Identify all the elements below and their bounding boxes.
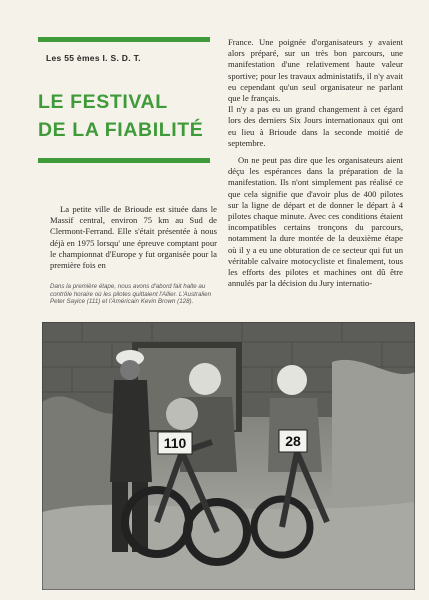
right-column xyxy=(228,37,403,289)
plate-28: 28 xyxy=(285,433,301,449)
top-green-rule xyxy=(38,37,210,42)
photo-illustration xyxy=(42,322,415,590)
kicker: Les 55 èmes I. S. D. T. xyxy=(46,53,141,63)
title-line-1: LE FESTIVAL xyxy=(38,91,168,113)
right-paragraph-3: On ne peut pas dire que les organisateurs aient déçu les espérances dans la préparation de la manifestation. Ils n'ont simplement pas réalisé ce que cela signifie que d'avoir plus de 400 pilotes sur la ligne de départ et de donner le départ à 4 pilotes chaque minute. Avec ces conditions étaient incompatibles certains tronçons du parcours, notamment la dure montée de la deuxième étape où il y a eu une obturation de ce secteur qui fut un véritable calvaire motocycliste et finalement, tous les efforts des pilotes et machines ont dû être annulés par la décision du Jury internatio- xyxy=(228,155,403,289)
photo-caption: Dans la première étape, nous avons d'abord fait halte au contrôle horaire où les pilotes quittaient l'Allier. L'Australien Peter Sayice (111) et l'Américain Kevin Brown (128). xyxy=(50,283,212,306)
bottom-green-rule xyxy=(38,158,210,163)
right-paragraph-1: France. Une poignée d'organisateurs y avaient alors préparé, sur un très bon parcours, une manifestation d'une relativement haute valeur sportive; pour les travaux administatifs, il n'y avait eu cependant qu'un seul organisateur ne parlant que le français. xyxy=(228,37,403,104)
article-title xyxy=(38,88,213,144)
left-paragraph: La petite ville de Brioude est située dans le Massif central, environ 75 km au Sud de Clermont-Ferrand. Elle s'était présentée à nous déjà en 1975 lorsqu' une épreuve comptant pour le championnat d'Europe y fut organisée pour la première fois en xyxy=(50,204,217,271)
plate-110: 110 xyxy=(163,435,187,451)
right-paragraph-2: Il n'y a pas eu un grand changement à cet égard lors des derniers Six Jours internationaux qui ont eu lieu à Brioude dans la seconde moitié de septembre. xyxy=(228,104,403,148)
race-photo xyxy=(42,322,415,590)
left-column xyxy=(50,204,217,271)
title-line-2: DE LA FIABILITÉ xyxy=(38,119,204,141)
